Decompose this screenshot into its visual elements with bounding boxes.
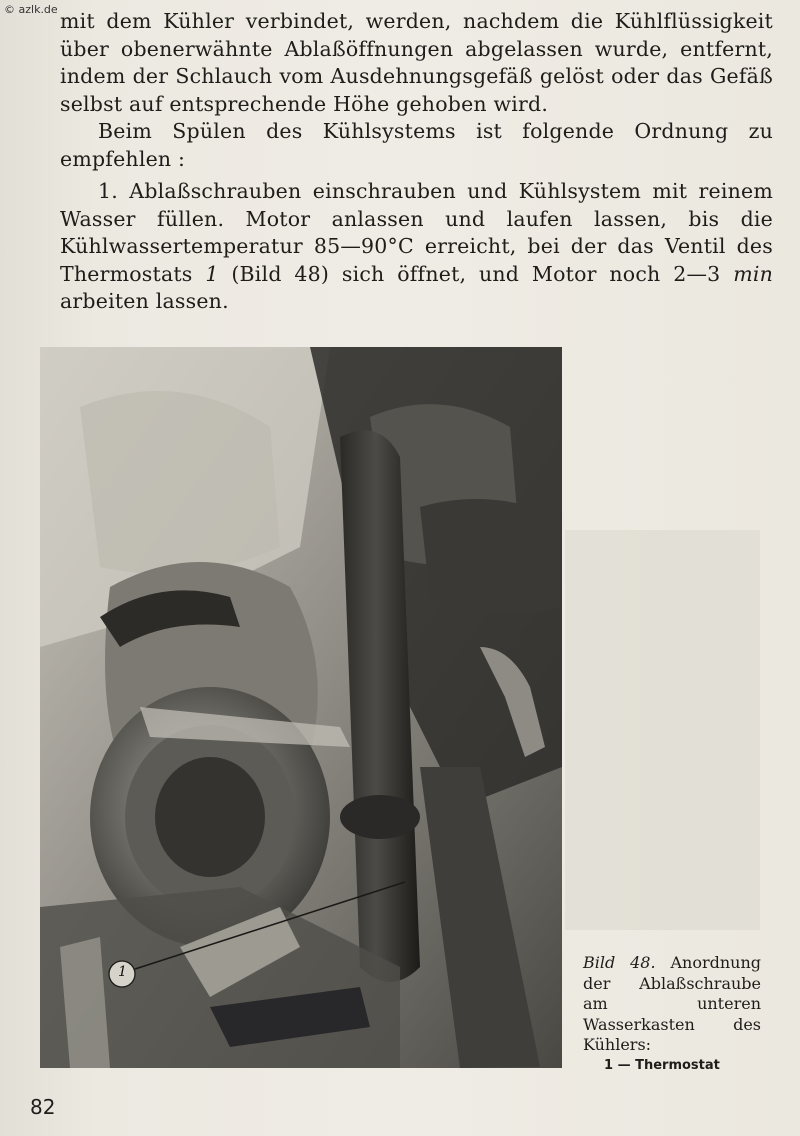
paragraph-1: mit dem Kühler verbindet, werden, nachdem die Kühlflüssigkeit über obenerwähnte Ablaßöffnungen abgelassen wurde, entfernt, indem der Schlauch vom Ausdehnungsgefäß gelöst oder das Gefäß selbst auf entsprechende Höhe gehoben wird. bbox=[60, 9, 773, 116]
paragraph-2: Beim Spülen des Kühlsystems ist folgende Ordnung zu empfehlen : bbox=[60, 119, 773, 171]
paragraph-3-text-a: 1. Ablaßschrauben einschrauben und Kühlsystem mit reinem Wasser füllen. Motor anlassen und laufen lassen, bis die Kühlwassertemperatur 85—90°C erreicht, bei der das Ventil des Thermostats bbox=[60, 179, 773, 286]
paragraph-3-text-c: arbeiten lassen. bbox=[60, 289, 229, 313]
engine-photo bbox=[40, 347, 562, 1068]
paragraph-3 bbox=[60, 178, 773, 316]
unit-min: min bbox=[733, 261, 773, 286]
page-number: 82 bbox=[30, 1095, 56, 1119]
watermark: © azlk.de bbox=[4, 3, 58, 16]
body-text bbox=[60, 8, 773, 316]
show-through-ghost bbox=[565, 530, 760, 930]
caption-legend: 1 — Thermostat bbox=[604, 1058, 720, 1073]
paragraph-3-text-b: (Bild 48) sich öffnet, und Motor noch 2—3 bbox=[218, 261, 734, 286]
callout-label: 1 bbox=[118, 964, 127, 980]
caption-text: Anordnung der Ablaßschraube am unteren Wasserkasten des Kühlers: bbox=[583, 953, 762, 1054]
figure-label: Bild 48. bbox=[583, 953, 656, 972]
thermostat-reference: 1 bbox=[205, 261, 219, 286]
figure-caption bbox=[583, 953, 761, 1056]
engine-illustration bbox=[40, 347, 562, 1068]
